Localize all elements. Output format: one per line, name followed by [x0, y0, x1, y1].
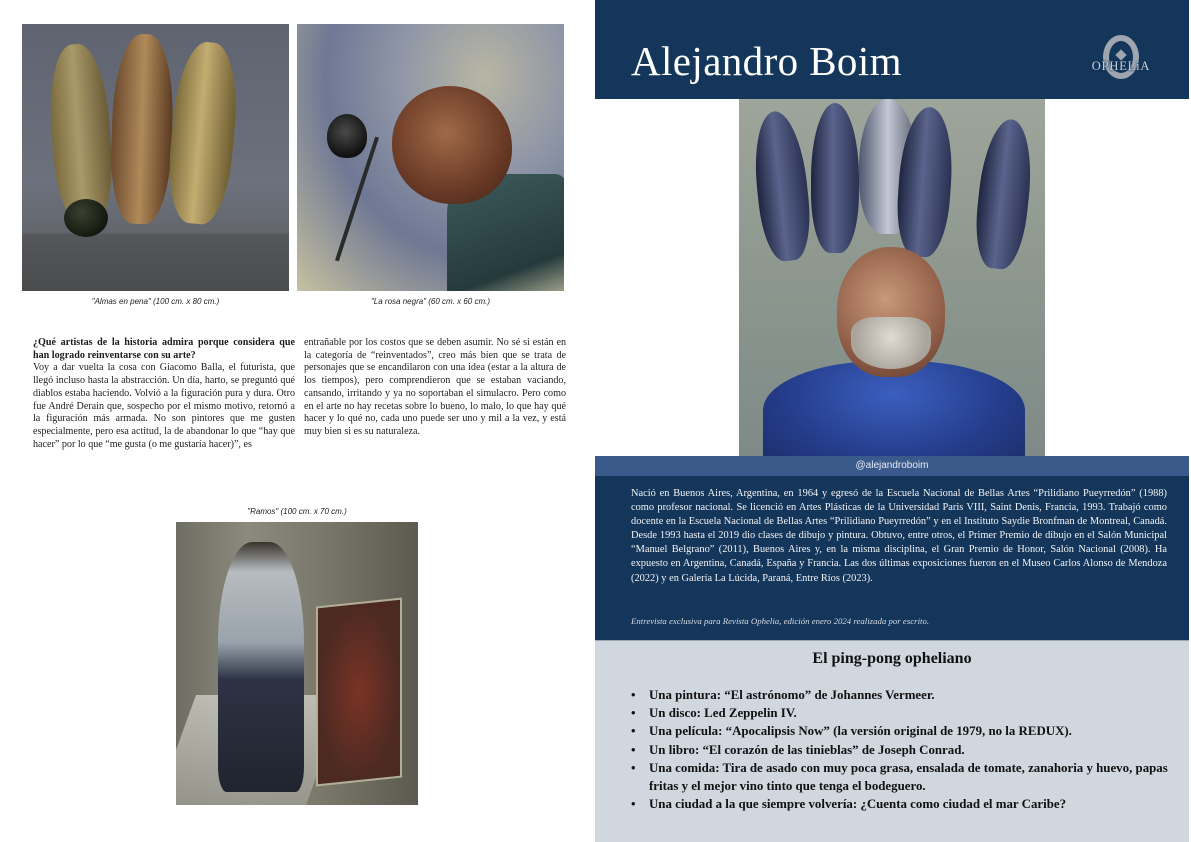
- interview-column-1: [33, 337, 295, 451]
- social-handle-bar: [595, 456, 1189, 476]
- painting-la-rosa-negra: [297, 24, 564, 291]
- artist-portrait-painting: [739, 99, 1045, 456]
- interview-credit: Entrevista exclusiva para Revista Ophelia, edición enero 2024 realizada por escrito.: [631, 616, 930, 626]
- pingpong-box: [595, 640, 1189, 842]
- bio-box: [595, 476, 1189, 640]
- interview-column-2: [304, 337, 566, 439]
- interview-question: ¿Qué artistas de la historia admira porque considera que han logrado reinventarse con su arte?: [33, 337, 295, 361]
- figure-head: [392, 86, 512, 204]
- pigeon: [811, 103, 859, 253]
- pigeon: [749, 109, 814, 263]
- artist-header: [595, 0, 1189, 99]
- pingpong-item: • Un disco: Led Zeppelin IV.: [629, 704, 1174, 722]
- pingpong-item: • Una comida: Tira de asado con muy poca grasa, ensalada de tomate, zanahoria y huevo, papas fritas y el mejor vino tinto que tenga el bodeguero.: [629, 759, 1174, 795]
- logo-wordmark: OPHELiA: [1091, 59, 1151, 73]
- interview-answer-part-1: Voy a dar vuelta la cosa con Giacomo Balla, el futurista, que llegó incluso hasta la abstracción. Un día, harto, se preguntó qué diablos estaba haciendo. Volvió a la figuración pura y dura. Otro fue André Derain que, sospecho por el mismo motivo, retornó a la figuración más armada. No son pintores que me gusten especialmente, pero esa actitud, la de abandonar lo que “hay que hacer” por lo que “me gusta (o me gustaría hacer)”, es: [33, 362, 295, 450]
- hanging-bird: [109, 33, 176, 225]
- painting-ramos: [176, 522, 418, 805]
- black-rose: [327, 114, 367, 158]
- beard: [851, 317, 931, 369]
- figure: [218, 542, 304, 792]
- pigeon: [971, 117, 1036, 271]
- pingpong-item: • Un libro: “El corazón de las tinieblas” de Joseph Conrad.: [629, 741, 1174, 759]
- pingpong-item: • Una pintura: “El astrónomo” de Johannes Vermeer.: [629, 686, 1174, 704]
- painting-almas-en-pena: [22, 24, 289, 291]
- artist-name: Alejandro Boim: [631, 38, 902, 84]
- hanging-bird: [164, 40, 242, 227]
- bio-text: Nació en Buenos Aires, Argentina, en 1964 y egresó de la Escuela Nacional de Bellas Artes “Prilidiano Pueyrredón” (1988) como profesor nacional. Se licenció en Artes Plásticas de la Universidad Paris VIII, Saint Denis, Francia, 1993. Trabajó como docente en la Escuela Nacional de Bellas Artes “Prilidiano Pueyrredón” y en el Instituto Saydie Bronfman de Montreal, Canadá. Desde 1993 hasta el 2019 dio clases de dibujo y pintura. Obtuvo, entre otros, el Primer Premio de dibujo en el Salón Municipal “Manuel Belgrano” (2011), Buenos Aires y, en la misma disciplina, el Gran Premio de Honor, Salón Nacional (2008). Ha expuesto en Argentina, Canadá, España y Francia. Las dos últimas exposiciones fueron en el Museo Carlos Alonso de Mendoza (2022) y en Galería La Lúcida, Paraná, Entre Ríos (2023).: [631, 488, 1167, 584]
- hanging-bird: [46, 42, 116, 226]
- yarn-ball: [64, 199, 108, 237]
- pingpong-item: • Una ciudad a la que siempre volvería: ¿Cuenta como ciudad el mar Caribe?: [629, 795, 1174, 813]
- caption-almas-en-pena: "Almas en pena" (100 cm. x 80 cm.): [91, 297, 220, 306]
- pingpong-list: [629, 686, 1174, 813]
- red-panel: [316, 597, 402, 786]
- caption-la-rosa-negra: "La rosa negra" (60 cm. x 60 cm.): [370, 297, 491, 306]
- social-handle-link[interactable]: @alejandroboim: [855, 460, 929, 471]
- caption-ramos: "Ramos" (100 cm. x 70 cm.): [247, 507, 347, 516]
- ophelia-logo: [1083, 35, 1159, 83]
- pingpong-title: El ping-pong opheliano: [812, 650, 972, 667]
- pingpong-item: • Una película: “Apocalipsis Now” (la versión original de 1979, no la REDUX).: [629, 722, 1174, 740]
- interview-answer-part-2: entrañable por los costos que se deben asumir. No sé si están en la categoría de “reinventados”, creo más bien que se trata de personajes que se encandilaron con una idea (estar a la altura de los tiempos), pero comprendieron que se estaban vaciando, cansando, irritando y ya no soportaban el simulacro. Pero como en el arte no hay recetas sobre lo bueno, lo malo, lo que hay qué hacer y lo qué no, cada uno puede ser uno y mil a la vez, y está muy bien si es su naturaleza.: [304, 337, 566, 437]
